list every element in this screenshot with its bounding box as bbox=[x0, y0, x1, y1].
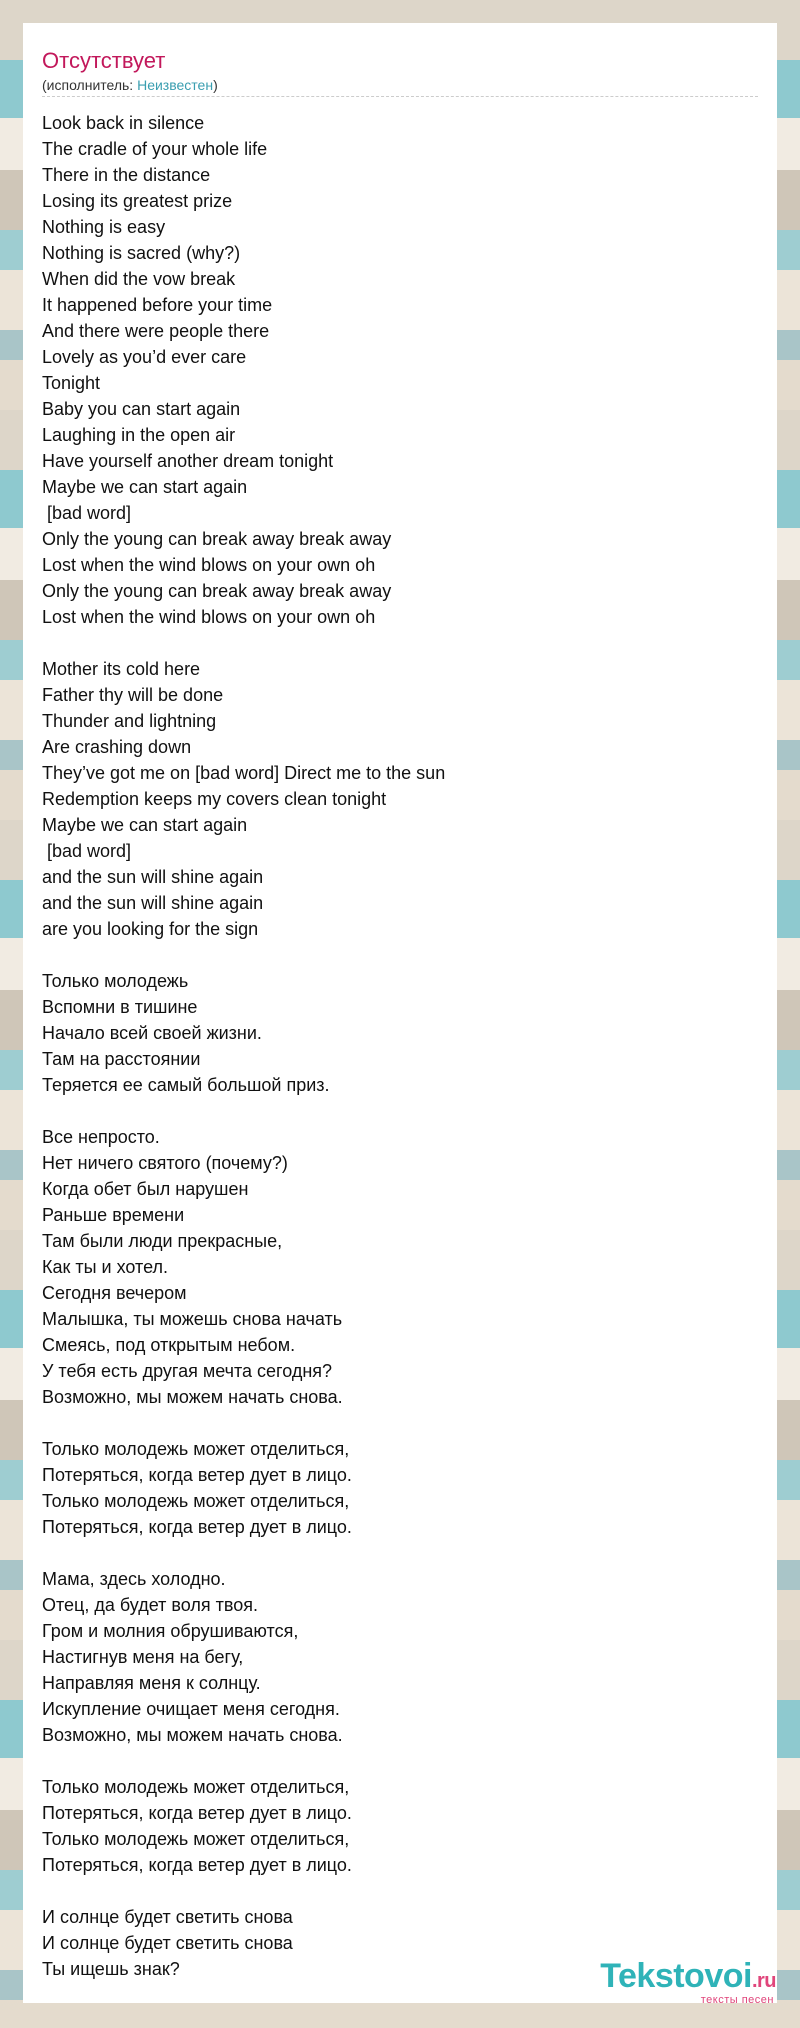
artist-link[interactable]: Неизвестен bbox=[137, 77, 214, 94]
lyric-line: Maybe we can start again bbox=[42, 477, 248, 498]
lyric-line: Направляя меня к солнцу. bbox=[42, 1673, 261, 1694]
lyric-line: Только молодежь bbox=[42, 971, 189, 992]
lyric-line: When did the vow break bbox=[42, 269, 236, 290]
logo-tagline: тексты песен bbox=[700, 1994, 774, 2006]
lyric-line: Смеясь, под открытым небом. bbox=[42, 1335, 296, 1356]
lyric-line: Mother its cold here bbox=[42, 659, 201, 680]
lyric-line: Потеряться, когда ветер дует в лицо. bbox=[42, 1517, 352, 1538]
lyric-line: and the sun will shine again bbox=[42, 893, 264, 914]
lyric-line: Redemption keeps my covers clean tonight bbox=[42, 789, 387, 810]
lyric-line: Only the young can break away break away bbox=[42, 581, 392, 602]
lyric-line: Lost when the wind blows on your own oh bbox=[42, 555, 376, 576]
lyric-line: Потеряться, когда ветер дует в лицо. bbox=[42, 1465, 352, 1486]
lyric-line: Теряется ее самый большой приз. bbox=[42, 1075, 330, 1096]
lyric-line: They’ve got me on [bad word] Direct me to the sun bbox=[42, 763, 446, 784]
lyric-line: У тебя есть другая мечта сегодня? bbox=[42, 1361, 333, 1382]
lyric-line: Возможно, мы можем начать снова. bbox=[42, 1387, 343, 1408]
lyric-blank-line bbox=[42, 1748, 757, 1774]
lyric-line: and the sun will shine again bbox=[42, 867, 264, 888]
lyric-line: Lost when the wind blows on your own oh bbox=[42, 607, 376, 628]
lyric-line: are you looking for the sign bbox=[42, 919, 259, 940]
lyric-line: Laughing in the open air bbox=[42, 425, 236, 446]
lyric-line: Возможно, мы можем начать снова. bbox=[42, 1725, 343, 1746]
lyric-line: Настигнув меня на бегу, bbox=[42, 1647, 244, 1668]
lyric-line: Только молодежь может отделиться, bbox=[42, 1491, 350, 1512]
lyric-line: Tonight bbox=[42, 373, 101, 394]
artist-prefix: (исполнитель: bbox=[42, 77, 138, 94]
lyric-line: Lovely as you’d ever care bbox=[42, 347, 247, 368]
song-title: Отсутствует bbox=[42, 48, 166, 73]
lyrics-text bbox=[42, 110, 757, 1982]
lyric-line: Are crashing down bbox=[42, 737, 192, 758]
lyric-line: Nothing is easy bbox=[42, 217, 166, 238]
lyric-line: Там на расстоянии bbox=[42, 1049, 201, 1070]
artist-suffix: ) bbox=[213, 77, 218, 94]
lyric-line: Потеряться, когда ветер дует в лицо. bbox=[42, 1803, 352, 1824]
lyric-line: Losing its greatest prize bbox=[42, 191, 233, 212]
lyric-line: Только молодежь может отделиться, bbox=[42, 1829, 350, 1850]
lyric-line: Искупление очищает меня сегодня. bbox=[42, 1699, 340, 1720]
lyric-line: Baby you can start again bbox=[42, 399, 241, 420]
lyric-line: Сегодня вечером bbox=[42, 1283, 187, 1304]
lyric-line: Look back in silence bbox=[42, 113, 205, 134]
lyric-blank-line bbox=[42, 942, 757, 968]
lyric-line: Там были люди прекрасные, bbox=[42, 1231, 283, 1252]
artist-line bbox=[42, 77, 758, 97]
lyric-line: Have yourself another dream tonight bbox=[42, 451, 334, 472]
lyric-line: Мама, здесь холодно. bbox=[42, 1569, 226, 1590]
lyric-line: Thunder and lightning bbox=[42, 711, 217, 732]
site-logo[interactable] bbox=[600, 1959, 776, 2006]
lyric-line: Малышка, ты можешь снова начать bbox=[42, 1309, 343, 1330]
logo-name: Tekstovoi bbox=[600, 1957, 752, 1995]
logo-tld: .ru bbox=[751, 1970, 776, 1992]
lyric-line: [bad word] bbox=[42, 841, 132, 862]
lyric-line: Only the young can break away break away bbox=[42, 529, 392, 550]
lyric-blank-line bbox=[42, 1878, 757, 1904]
lyric-line: Отец, да будет воля твоя. bbox=[42, 1595, 258, 1616]
lyric-line: [bad word] bbox=[42, 503, 132, 524]
lyric-blank-line bbox=[42, 1410, 757, 1436]
lyric-line: Как ты и хотел. bbox=[42, 1257, 168, 1278]
lyric-line: Вспомни в тишине bbox=[42, 997, 198, 1018]
lyric-line: Потеряться, когда ветер дует в лицо. bbox=[42, 1855, 352, 1876]
lyric-blank-line bbox=[42, 630, 757, 656]
lyric-line: И солнце будет светить снова bbox=[42, 1907, 293, 1928]
lyric-line: Father thy will be done bbox=[42, 685, 224, 706]
lyric-line: Начало всей своей жизни. bbox=[42, 1023, 262, 1044]
lyric-blank-line bbox=[42, 1540, 757, 1566]
lyric-line: Гром и молния обрушиваются, bbox=[42, 1621, 299, 1642]
lyric-line: Maybe we can start again bbox=[42, 815, 248, 836]
lyric-line: Только молодежь может отделиться, bbox=[42, 1777, 350, 1798]
lyric-line: Нет ничего святого (почему?) bbox=[42, 1153, 288, 1174]
lyric-line: Ты ищешь знак? bbox=[42, 1959, 180, 1980]
lyric-line: And there were people there bbox=[42, 321, 270, 342]
lyric-line: Когда обет был нарушен bbox=[42, 1179, 249, 1200]
lyric-line: Только молодежь может отделиться, bbox=[42, 1439, 350, 1460]
lyric-line: The cradle of your whole life bbox=[42, 139, 268, 160]
lyric-line: Nothing is sacred (why?) bbox=[42, 243, 241, 264]
lyric-blank-line bbox=[42, 1098, 757, 1124]
lyrics-card bbox=[23, 23, 777, 2003]
lyric-line: There in the distance bbox=[42, 165, 211, 186]
lyric-line: Все непросто. bbox=[42, 1127, 160, 1148]
lyric-line: И солнце будет светить снова bbox=[42, 1933, 293, 1954]
lyric-line: Раньше времени bbox=[42, 1205, 185, 1226]
lyric-line: It happened before your time bbox=[42, 295, 273, 316]
logo-wordmark bbox=[600, 1959, 776, 1993]
